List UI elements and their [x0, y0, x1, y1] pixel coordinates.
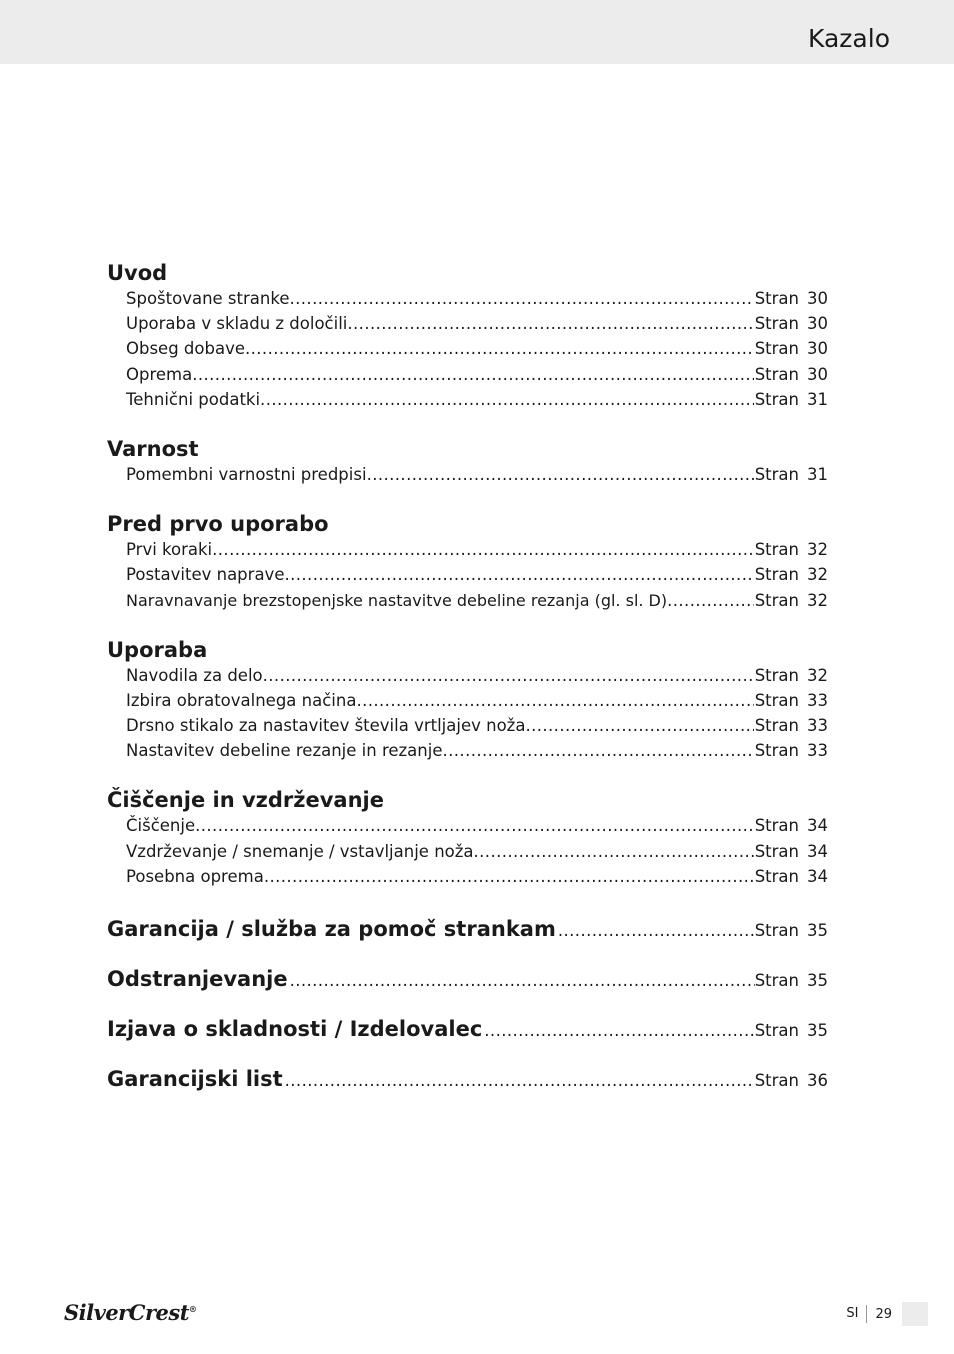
- entry-label: Odstranjevanje: [107, 967, 288, 991]
- toc-entry[interactable]: [107, 738, 828, 763]
- page-number: 29: [875, 1306, 892, 1322]
- entry-label: Oprema: [126, 364, 193, 384]
- entry-page: Stran 33: [754, 690, 828, 710]
- dot-leader: [284, 562, 753, 587]
- table-of-contents: [107, 260, 828, 1104]
- entry-label: Vzdrževanje / snemanje / vstavljanje noža: [126, 841, 474, 861]
- section-heading: Uporaba: [107, 637, 208, 662]
- dot-leader: [443, 738, 754, 763]
- entry-label: Izbira obratovalnega načina: [126, 690, 357, 710]
- entry-label: Garancijski list: [107, 1067, 283, 1091]
- entry-page: Stran 35: [754, 921, 828, 940]
- dot-leader: [347, 311, 753, 336]
- entry-page: Stran 34: [754, 816, 828, 836]
- toc-entry[interactable]: [107, 839, 828, 864]
- toc-main-entry-izjava[interactable]: [107, 1004, 828, 1054]
- dot-leader: [283, 1056, 755, 1106]
- entry-page: Stran 35: [754, 971, 828, 990]
- section-heading: Varnost: [107, 436, 199, 461]
- language-code: SI: [846, 1305, 867, 1323]
- dot-leader: [263, 663, 754, 688]
- brand-logo: SilverCrest®: [64, 1300, 197, 1325]
- toc-entry[interactable]: [107, 864, 828, 889]
- toc-entry[interactable]: [107, 462, 828, 487]
- entry-label: Postavitev naprave: [126, 565, 285, 585]
- dot-leader: [288, 956, 755, 1006]
- toc-entry[interactable]: [107, 663, 828, 688]
- entry-label: Pomembni varnostni predpisi: [126, 464, 367, 484]
- entry-page: Stran 30: [754, 289, 828, 308]
- toc-entry[interactable]: [107, 286, 828, 311]
- footer-tab-marker: [902, 1302, 928, 1326]
- header-bar: [0, 0, 954, 64]
- entry-label: Nastavitev debeline rezanje in rezanje: [126, 741, 443, 761]
- entry-page: Stran 31: [754, 464, 828, 484]
- toc-entry[interactable]: [107, 387, 828, 412]
- toc-entry[interactable]: [107, 562, 828, 587]
- dot-leader: [667, 588, 754, 613]
- entry-label: Drsno stikalo za nastavitev števila vrtljajev noža: [126, 716, 526, 736]
- toc-entry[interactable]: [107, 688, 828, 713]
- dot-leader: [356, 688, 753, 713]
- entry-page: Stran 34: [754, 866, 828, 886]
- toc-section-varnost: [107, 436, 828, 487]
- entry-page: Stran 30: [754, 314, 828, 334]
- dot-leader: [245, 336, 754, 361]
- page-footer: [846, 1302, 928, 1326]
- entry-page: Stran 30: [754, 339, 828, 359]
- entry-label: Tehnični podatki: [126, 389, 261, 409]
- entry-page: Stran 30: [754, 364, 828, 384]
- section-heading: Čiščenje in vzdrževanje: [107, 788, 384, 813]
- entry-label: Naravnavanje brezstopenjske nastavitve debeline rezanja (gl. sl. D): [126, 590, 668, 610]
- dot-leader: [525, 713, 753, 738]
- page-title: Kazalo: [808, 24, 890, 53]
- dot-leader: [367, 462, 754, 487]
- entry-page: Stran 36: [754, 1071, 828, 1090]
- section-heading: Uvod: [107, 261, 168, 285]
- dot-leader: [474, 839, 754, 864]
- entry-page: Stran 32: [754, 540, 828, 560]
- entry-page: Stran 32: [754, 590, 828, 610]
- dot-leader: [195, 813, 754, 838]
- dot-leader: [212, 537, 754, 562]
- entry-label: Prvi koraki: [126, 540, 213, 560]
- dot-leader: [289, 286, 753, 311]
- toc-section-uvod: [107, 260, 828, 412]
- toc-entry[interactable]: [107, 362, 828, 387]
- toc-section-uporaba: [107, 637, 828, 764]
- entry-page: Stran 32: [754, 665, 828, 685]
- toc-entry[interactable]: [107, 588, 828, 613]
- entry-page: Stran 33: [754, 741, 828, 761]
- entry-label: Obseg dobave: [126, 339, 245, 359]
- entry-page: Stran 35: [754, 1021, 828, 1040]
- toc-main-entry-garancija[interactable]: [107, 904, 828, 954]
- entry-label: Čiščenje: [126, 816, 196, 836]
- entry-label: Uporaba v skladu z določili: [126, 314, 348, 334]
- toc-entry[interactable]: [107, 713, 828, 738]
- toc-entry[interactable]: [107, 311, 828, 336]
- dot-leader: [192, 362, 753, 387]
- toc-section-pred-prvo-uporabo: [107, 511, 828, 613]
- entry-label: Garancija / služba za pomoč strankam: [107, 917, 556, 941]
- toc-entry[interactable]: [107, 537, 828, 562]
- entry-label: Posebna oprema: [126, 866, 264, 886]
- entry-page: Stran 31: [754, 389, 828, 409]
- section-heading: Pred prvo uporabo: [107, 512, 329, 537]
- toc-entry[interactable]: [107, 336, 828, 361]
- entry-label: Navodila za delo: [126, 665, 263, 685]
- toc-section-ciscenje: [107, 787, 828, 889]
- dot-leader: [264, 864, 754, 889]
- entry-label: Izjava o skladnosti / Izdelovalec: [107, 1017, 483, 1041]
- toc-entry[interactable]: [107, 813, 828, 838]
- dot-leader: [260, 387, 754, 412]
- toc-main-entry-garancijski-list[interactable]: [107, 1054, 828, 1104]
- entry-page: Stran 33: [754, 716, 828, 736]
- entry-label: Spoštovane stranke: [126, 289, 290, 308]
- dot-leader: [482, 1006, 754, 1056]
- entry-page: Stran 34: [754, 841, 828, 861]
- toc-main-entry-odstranjevanje[interactable]: [107, 954, 828, 1004]
- dot-leader: [556, 906, 755, 956]
- entry-page: Stran 32: [754, 565, 828, 585]
